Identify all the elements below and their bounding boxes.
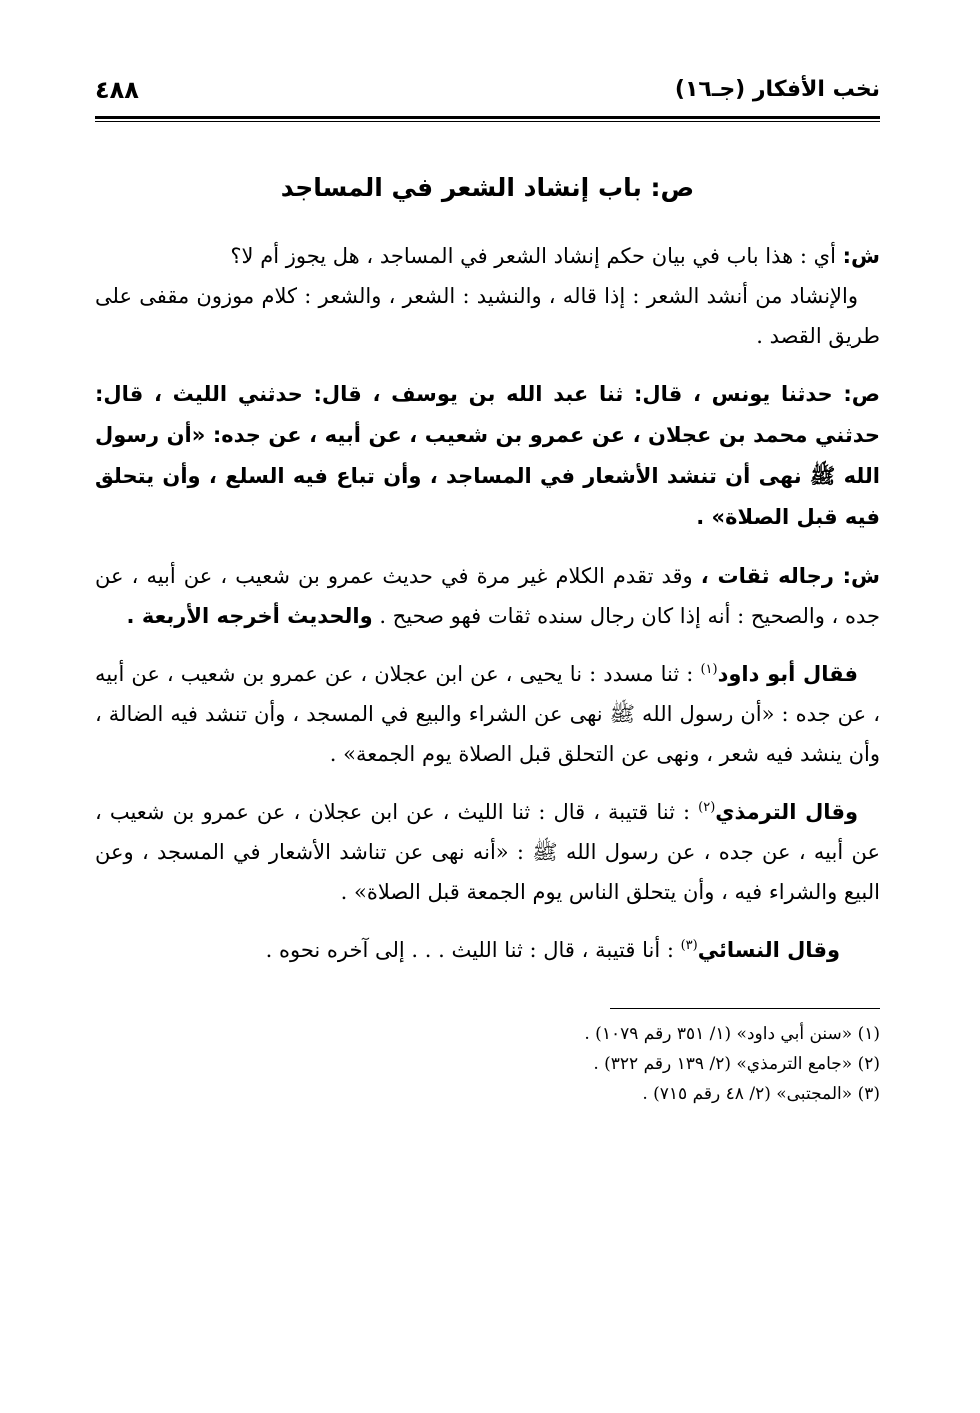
paragraph-text: : ثنا قتيبة ، قال : ثنا الليث ، عن ابن عجلان ، عن عمرو بن شعيب ، عن أبيه ، عن جده ، عن رسول الله ﷺ : «أنه نهى عن تناشد الأشعار في المسجد ، وعن البيع والشراء فيه ، وأن يتحلق الناس يوم الجمعة قبل الصلاة» .: [95, 800, 880, 904]
running-header: [95, 70, 880, 110]
narrator-label: وقال الترمذي: [715, 800, 858, 824]
footnote-separator: [610, 1008, 880, 1009]
paragraph-text: وقد تقدم الكلام غير مرة في حديث عمرو بن شعيب ، عن أبيه ، عن جده ، والصحيح : أنه إذا كان رجال سنده ثقات فهو صحيح .: [95, 564, 880, 628]
paragraph-abu-dawud: [95, 654, 880, 774]
footnote-item: (٣) «المجتبى» (٢/ ٤٨ رقم ٧١٥) .: [642, 1084, 880, 1104]
header-rule-thick: [95, 116, 880, 119]
commentary-label: ش: رجاله ثقات ،: [700, 564, 880, 588]
paragraph-explanation: [95, 236, 880, 276]
book-title: نخب الأفكار (جـ١٦): [674, 77, 880, 102]
header-rule-thin: [95, 121, 880, 122]
footnote-ref[interactable]: (١): [700, 662, 718, 677]
footnotes: [95, 1019, 880, 1109]
paragraph-hadith-text: [95, 374, 880, 538]
paragraph-text: أي : هذا باب في بيان حكم إنشاد الشعر في المساجد ، هل يجوز أم لا؟: [230, 244, 843, 268]
commentary-label: ش:: [842, 244, 880, 268]
paragraph-text: : أنا قتيبة ، قال : ثنا الليث . . . إلى آخره نحوه .: [265, 938, 681, 962]
paragraph-tirmidhi: [95, 792, 880, 912]
hadith-text: ص: حدثنا يونس ، قال: ثنا عبد الله بن يوسف ، قال: حدثني الليث ، قال: حدثني محمد بن عجلان ، عن عمرو بن شعيب ، عن أبيه ، عن جده: «أن رسول الله ﷺ نهى أن تنشد الأشعار في المساجد ، وأن تباع فيه السلع ، وأن يتحلق فيه قبل الصلاة» .: [95, 382, 880, 529]
paragraph-text: والإنشاد من أنشد الشعر : إذا قاله ، والنشيد : الشعر ، والشعر : كلام موزون مقفى على طريق القصد .: [95, 284, 880, 348]
narrator-label: فقال أبو داود: [717, 662, 858, 686]
footnote-ref[interactable]: (٢): [698, 800, 716, 815]
footnote-ref[interactable]: (٣): [680, 938, 698, 953]
footnote-item: (٢) «جامع الترمذي» (٢/ ١٣٩ رقم ٣٢٢) .: [593, 1054, 880, 1074]
paragraph-text: : ثنا مسدد : نا يحيى ، عن ابن عجلان ، عن عمرو بن شعيب ، عن أبيه ، عن جده : «أن رسول الله ﷺ نهى عن الشراء والبيع في المسجد ، وأن تنشد فيه الضالة ، وأن ينشد فيه شعر ، ونهى عن التحلق قبل الصلاة يوم الجمعة» .: [95, 662, 880, 766]
paragraph-definition: [95, 276, 880, 356]
commentary-tail: والحديث أخرجه الأربعة .: [126, 604, 373, 628]
footnote-item: (١) «سنن أبي داود» (١/ ٣٥١ رقم ١٠٧٩) .: [584, 1024, 880, 1044]
page: [95, 70, 880, 1109]
page-number: ٤٨٨: [95, 76, 139, 104]
narrator-label: وقال النسائي: [697, 938, 840, 962]
section-heading: ص: باب إنشاد الشعر في المساجد: [280, 173, 695, 202]
paragraph-commentary: [95, 556, 880, 636]
paragraph-nasai: [95, 930, 880, 970]
